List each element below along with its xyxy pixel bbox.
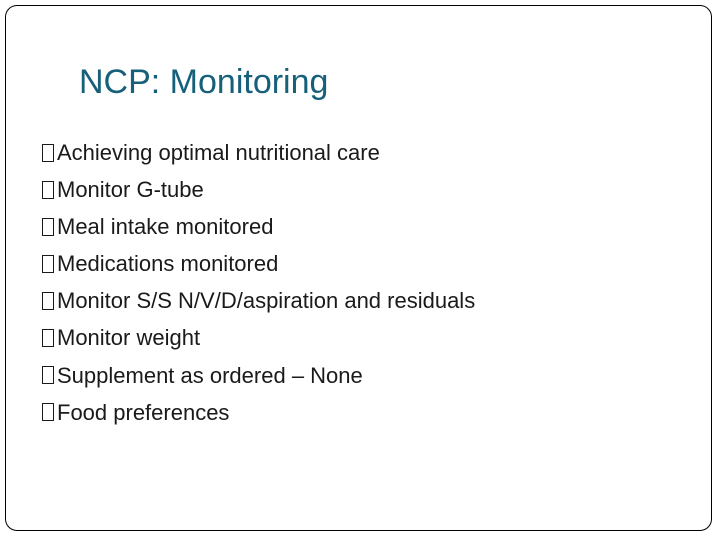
slide-title: NCP: Monitoring	[79, 63, 329, 101]
bullet-box-icon	[42, 144, 54, 162]
bullet-text: Food preferences	[57, 399, 230, 425]
bullet-box-icon	[42, 181, 54, 199]
bullet-box-icon	[42, 292, 54, 310]
bullet-box-icon	[42, 255, 54, 273]
list-item	[42, 282, 475, 319]
list-item	[42, 394, 475, 431]
bullet-list	[42, 134, 475, 431]
bullet-text: Meal intake monitored	[57, 214, 274, 240]
list-item	[42, 134, 475, 171]
list-item	[42, 319, 475, 356]
bullet-text: Monitor S/S N/V/D/aspiration and residuals	[57, 288, 476, 314]
list-item	[42, 208, 475, 245]
bullet-text: Supplement as ordered – None	[57, 362, 363, 388]
bullet-box-icon	[42, 366, 54, 384]
bullet-text: Achieving optimal nutritional care	[57, 140, 380, 165]
list-item	[42, 357, 475, 394]
bullet-text: Monitor G-tube	[57, 177, 204, 203]
list-item	[42, 171, 475, 208]
bullet-box-icon	[42, 218, 54, 236]
bullet-box-icon	[42, 403, 54, 421]
bullet-box-icon	[42, 329, 54, 347]
bullet-text: Monitor weight	[57, 325, 201, 351]
bullet-text: Medications monitored	[57, 251, 279, 277]
list-item	[42, 245, 475, 282]
